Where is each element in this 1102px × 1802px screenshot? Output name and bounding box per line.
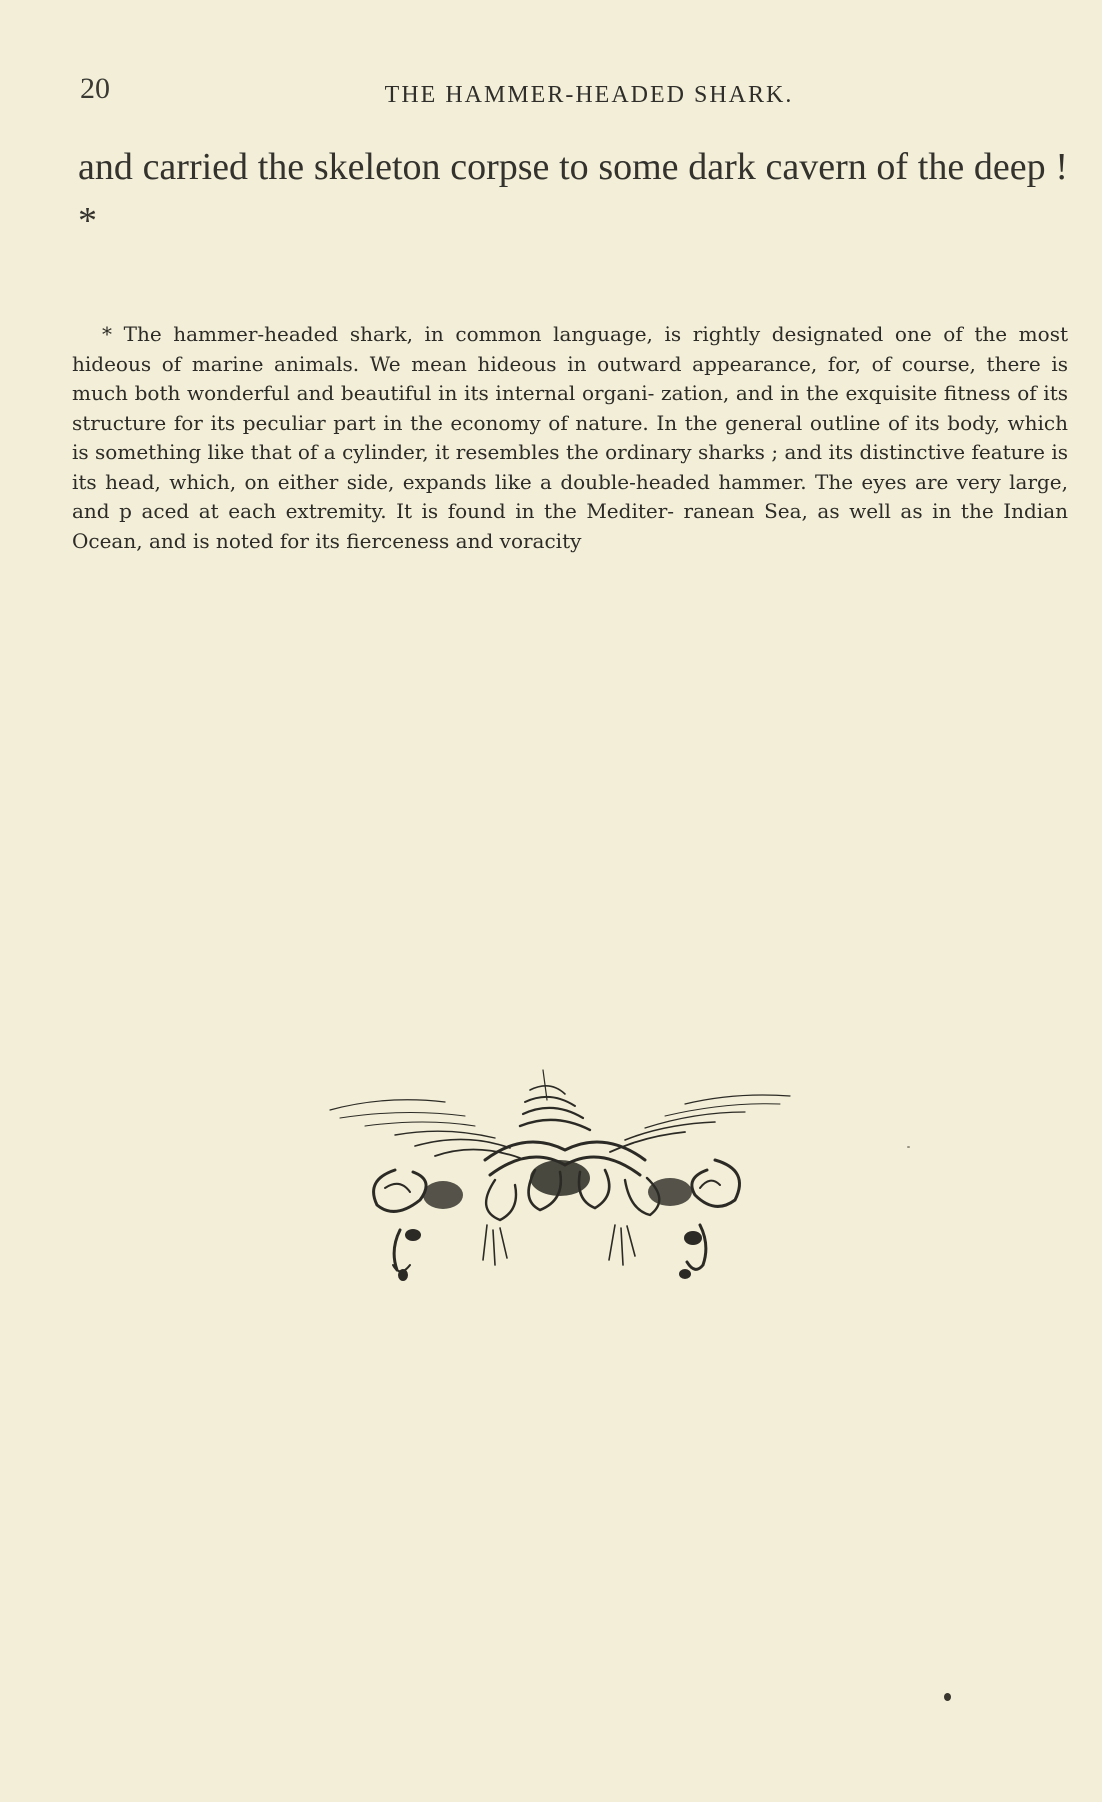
footnote: * The hammer-headed shark, in common language, is rightly designated one of the most hideous of marine animals. We mean hideous in outward appearance, for, of course, there is much both wonderful and beautiful in its internal organi- zation, and in the exquisite fitness of its structure for its peculiar part in the economy of nature. In the general outline of its body, which is something like that of a cylinder, it resembles the ordinary sharks ; and its distinctive feature is its head, which, on either side, expands like a double-headed hammer. The eyes are very large, and p aced at each extremity. It is found in the Mediter- ranean Sea, as well as in the Indian Ocean, and is noted for its fierceness and voracity bbox=[72, 322, 1068, 553]
page-number: 20 bbox=[80, 72, 110, 105]
running-title: THE HAMMER-HEADED SHARK. bbox=[384, 82, 794, 108]
ink-speck bbox=[944, 1693, 951, 1701]
ornament-vignette-icon bbox=[325, 1060, 795, 1310]
ink-speck bbox=[907, 1146, 910, 1148]
body-paragraph: and carried the skeleton corpse to some dark cavern of the deep ! * bbox=[78, 146, 1068, 242]
